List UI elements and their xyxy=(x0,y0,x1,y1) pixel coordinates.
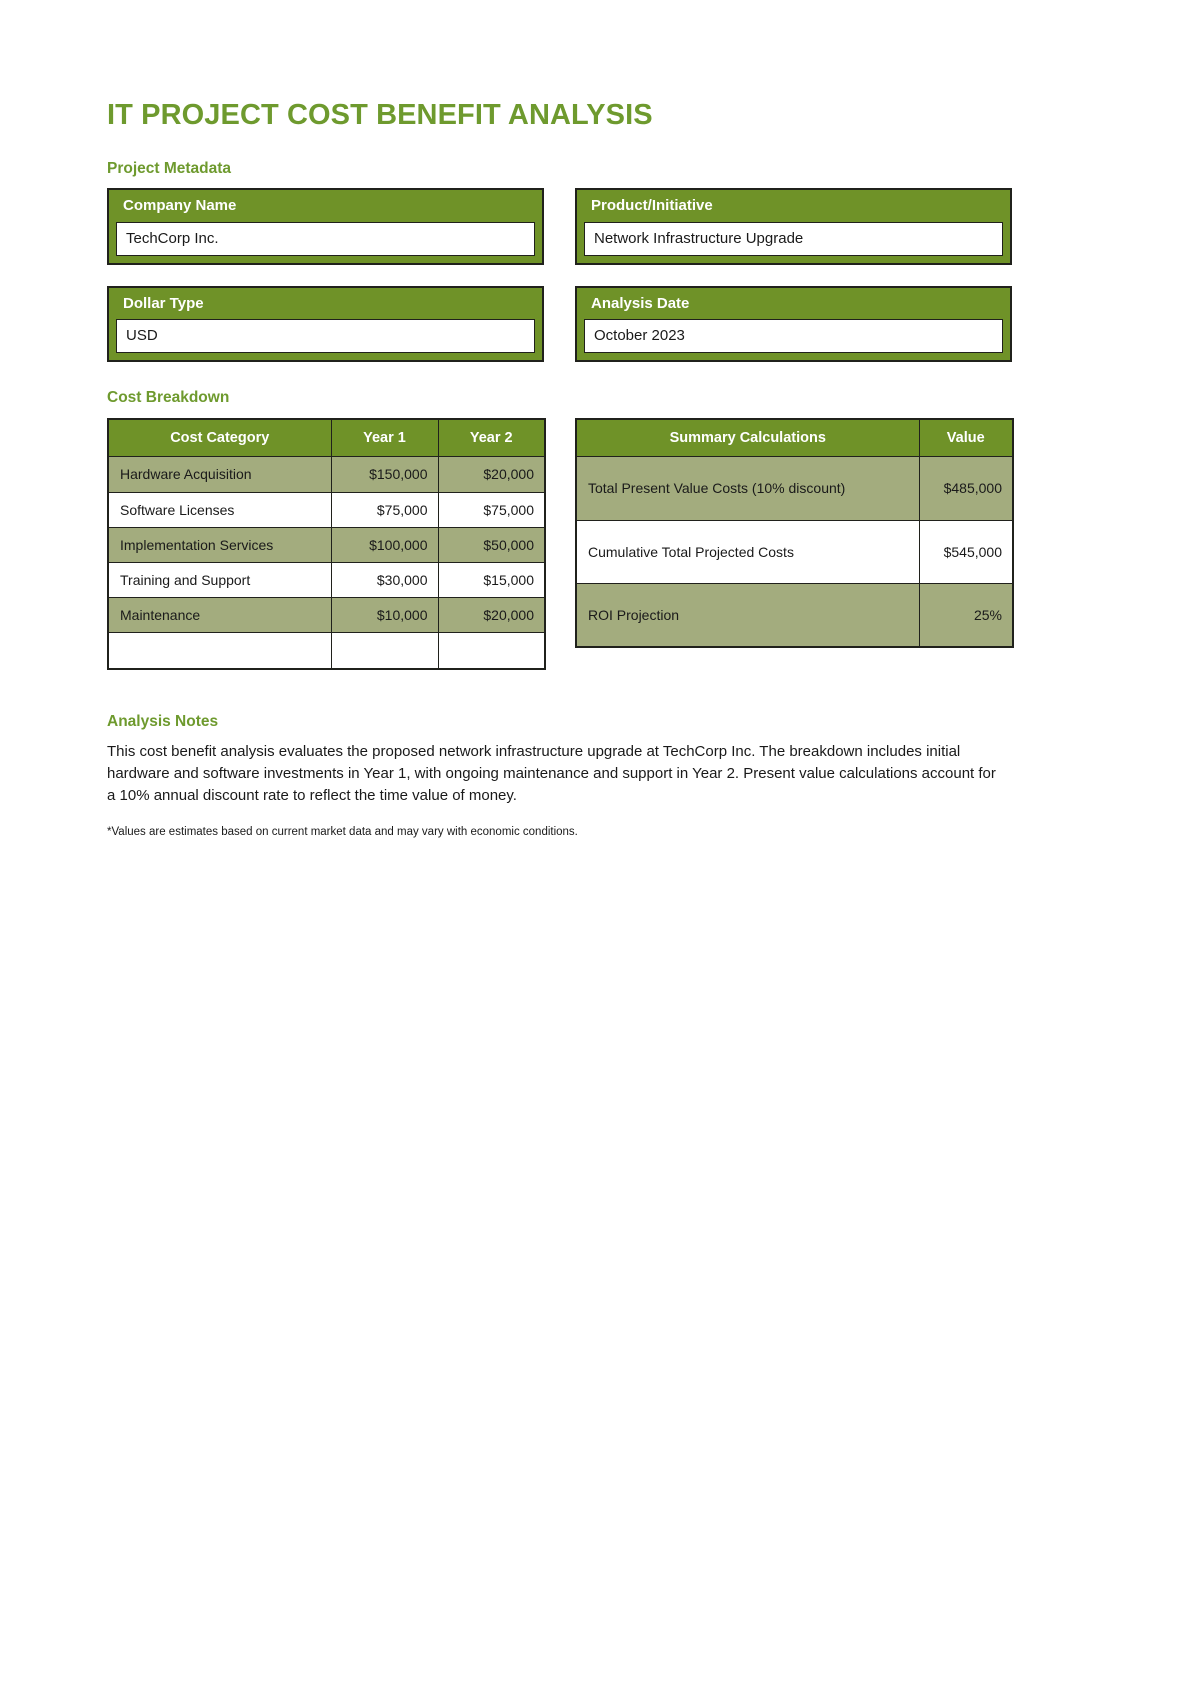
metadata-field-analysis-date xyxy=(575,286,1012,362)
cell-year-2[interactable]: $75,000 xyxy=(438,492,545,527)
column-header-value: Value xyxy=(919,419,1013,457)
project-metadata-grid xyxy=(107,188,1093,383)
table-header-row xyxy=(576,419,1013,457)
metadata-field-product-initiative xyxy=(575,188,1012,264)
column-header-summary-calculations: Summary Calculations xyxy=(576,419,919,457)
analysis-notes-body: This cost benefit analysis evaluates the proposed network infrastructure upgrade at TechCorp Inc. The breakdown includes initial hardware and software investments in Year 1, with ongoing maintenance and support in Year 2. Present value calculations account for a 10% annual discount rate to reflect the time value of money. xyxy=(107,743,996,804)
cell-year-2[interactable]: $20,000 xyxy=(438,457,545,492)
table-row xyxy=(576,583,1013,647)
table-row xyxy=(108,457,545,492)
column-header-year-2: Year 2 xyxy=(438,419,545,457)
cell-summary-label[interactable]: Total Present Value Costs (10% discount) xyxy=(576,457,919,520)
cell-summary-label[interactable]: Cumulative Total Projected Costs xyxy=(576,520,919,583)
section-heading-cost-breakdown: Cost Breakdown xyxy=(107,388,230,406)
dollar-type-input[interactable] xyxy=(116,319,535,353)
product-initiative-input[interactable] xyxy=(584,222,1003,256)
table-row xyxy=(108,527,545,562)
column-header-cost-category: Cost Category xyxy=(108,419,331,457)
cell-year-2[interactable]: $15,000 xyxy=(438,562,545,597)
tables-row xyxy=(107,418,1093,670)
cell-year-1[interactable]: $75,000 xyxy=(331,492,438,527)
cell-year-2[interactable]: $50,000 xyxy=(438,527,545,562)
metadata-label-company-name: Company Name xyxy=(123,197,237,215)
metadata-label-product-initiative: Product/Initiative xyxy=(591,197,713,215)
cell-year-1[interactable]: $10,000 xyxy=(331,598,438,633)
metadata-field-dollar-type xyxy=(107,286,544,362)
table-row-empty xyxy=(108,633,545,669)
column-header-year-1: Year 1 xyxy=(331,419,438,457)
cell-year-2[interactable]: $20,000 xyxy=(438,598,545,633)
cell-cost-category[interactable]: Maintenance xyxy=(108,598,331,633)
cell-year-2[interactable] xyxy=(438,633,545,669)
metadata-label-analysis-date: Analysis Date xyxy=(591,294,690,312)
cell-summary-label[interactable]: ROI Projection xyxy=(576,583,919,647)
cost-breakdown-column xyxy=(107,418,544,670)
cell-summary-value[interactable]: 25% xyxy=(919,583,1013,647)
cell-year-1[interactable]: $30,000 xyxy=(331,562,438,597)
summary-calculations-column xyxy=(575,418,1012,648)
analysis-date-input[interactable] xyxy=(584,319,1003,353)
cell-cost-category[interactable]: Hardware Acquisition xyxy=(108,457,331,492)
table-row xyxy=(108,492,545,527)
analysis-notes-footnote: *Values are estimates based on current market data and may vary with economic conditions. xyxy=(107,825,578,838)
metadata-label-dollar-type: Dollar Type xyxy=(123,294,204,312)
section-heading-analysis-notes: Analysis Notes xyxy=(107,712,219,730)
section-heading-project-metadata: Project Metadata xyxy=(107,159,232,177)
cell-summary-value[interactable]: $545,000 xyxy=(919,520,1013,583)
cell-year-1[interactable]: $100,000 xyxy=(331,527,438,562)
page-title: IT PROJECT COST BENEFIT ANALYSIS xyxy=(107,99,653,131)
analysis-notes-section xyxy=(107,713,1093,840)
cell-cost-category[interactable] xyxy=(108,633,331,669)
cell-cost-category[interactable]: Software Licenses xyxy=(108,492,331,527)
metadata-field-company-name xyxy=(107,188,544,264)
cell-cost-category[interactable]: Training and Support xyxy=(108,562,331,597)
table-row xyxy=(576,457,1013,520)
summary-calculations-table xyxy=(575,418,1014,648)
table-header-row xyxy=(108,419,545,457)
table-row xyxy=(576,520,1013,583)
cell-cost-category[interactable]: Implementation Services xyxy=(108,527,331,562)
company-name-input[interactable] xyxy=(116,222,535,256)
table-row xyxy=(108,562,545,597)
table-row xyxy=(108,598,545,633)
cell-year-1[interactable]: $150,000 xyxy=(331,457,438,492)
cost-breakdown-table xyxy=(107,418,546,670)
cell-year-1[interactable] xyxy=(331,633,438,669)
cell-summary-value[interactable]: $485,000 xyxy=(919,457,1013,520)
